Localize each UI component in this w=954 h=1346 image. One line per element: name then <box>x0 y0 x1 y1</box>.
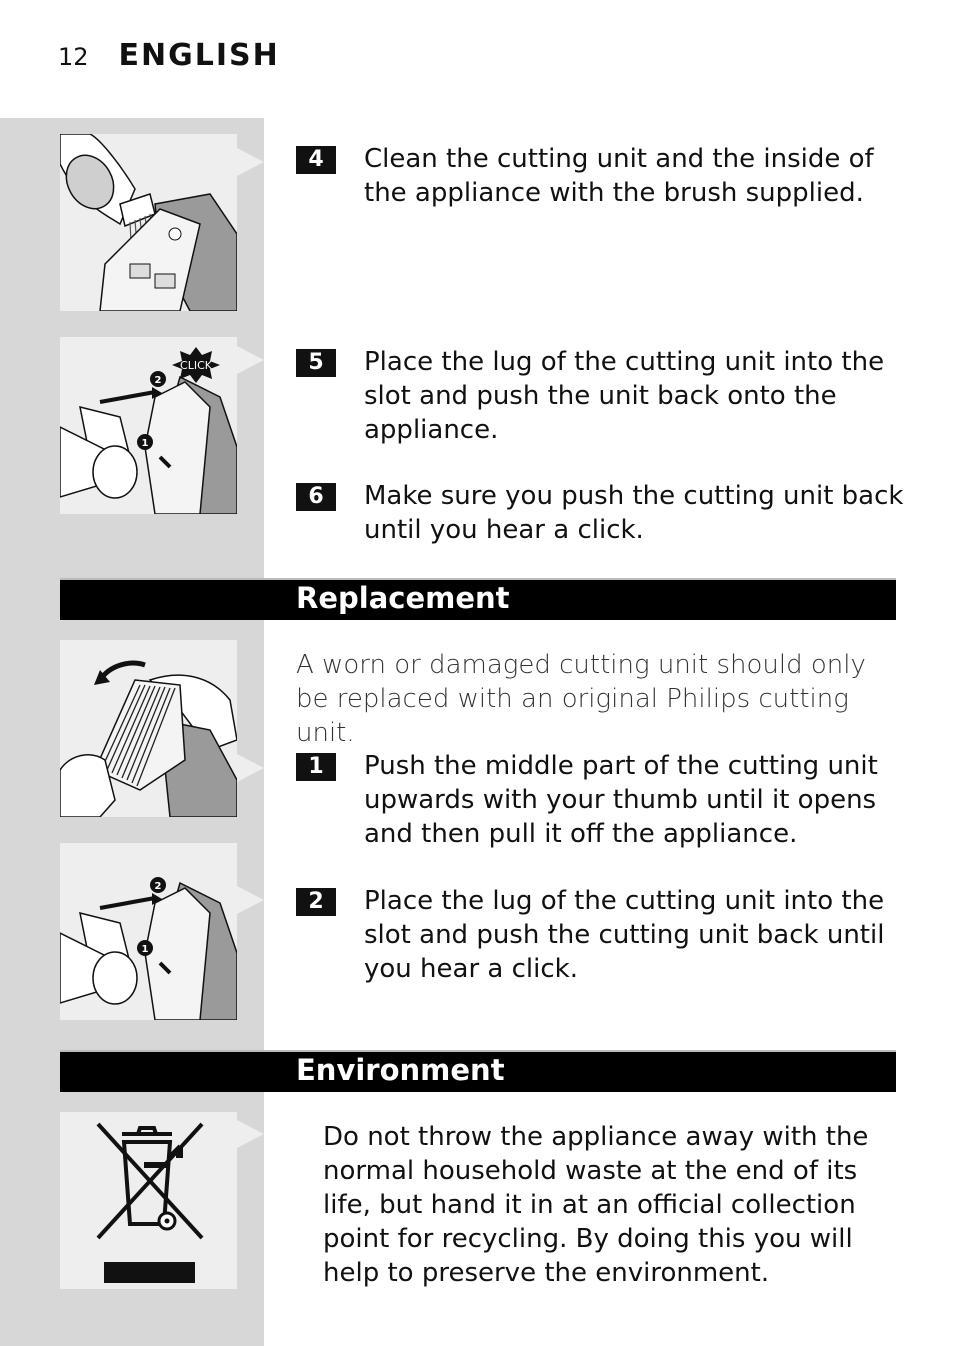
reattach-illustration <box>60 843 237 1020</box>
page-header <box>58 38 280 78</box>
step-marker-1: 1 <box>141 944 149 955</box>
section-title: Replacement <box>296 581 510 615</box>
illustration-pointer <box>237 754 264 782</box>
step-text: Clean the cutting unit and the inside of the appliance with the brush supplied. <box>364 144 874 208</box>
page-title: ENGLISH <box>118 38 280 73</box>
step-marker-2: 2 <box>154 881 162 892</box>
step-text: Push the middle part of the cutting unit upwards with your thumb until it opens and then pull it off the appliance. <box>364 751 878 849</box>
step-number: 2 <box>296 888 336 916</box>
environment-section-header <box>60 1050 896 1092</box>
remove-cutting-unit-illustration <box>60 640 237 817</box>
click-label: CLICK <box>180 359 212 372</box>
replacement-section-header <box>60 578 896 620</box>
crossed-out-bin-icon <box>60 1112 237 1289</box>
illustration-pointer <box>237 346 264 374</box>
environment-text: Do not throw the appliance away with the normal household waste at the end of its life, but hand it in at an official collection point for recycling. By doing this you will help to preserve the environment. <box>323 1122 869 1288</box>
step-text: Place the lug of the cutting unit into the slot and push the cutting unit back until you hear a click. <box>364 886 885 984</box>
step-text: Place the lug of the cutting unit into the slot and push the unit back onto the appliance. <box>364 347 885 445</box>
step-text: Make sure you push the cutting unit back until you hear a click. <box>364 481 904 545</box>
section-title: Environment <box>296 1053 505 1087</box>
brush-cleaning-illustration <box>60 134 237 311</box>
replacement-intro: A worn or damaged cutting unit should only be replaced with an original Philips cutting unit. <box>296 650 866 748</box>
step-number: 5 <box>296 349 336 377</box>
step-marker-1: 1 <box>141 438 149 449</box>
step-marker-2: 2 <box>154 375 162 386</box>
illustration-pointer <box>237 886 264 914</box>
illustration-pointer <box>237 148 264 176</box>
step-number: 1 <box>296 753 336 781</box>
step-number: 6 <box>296 483 336 511</box>
reattach-click-illustration <box>60 337 237 514</box>
step-number: 4 <box>296 146 336 174</box>
illustration-pointer <box>237 1120 264 1148</box>
page-number: 12 <box>58 43 89 71</box>
